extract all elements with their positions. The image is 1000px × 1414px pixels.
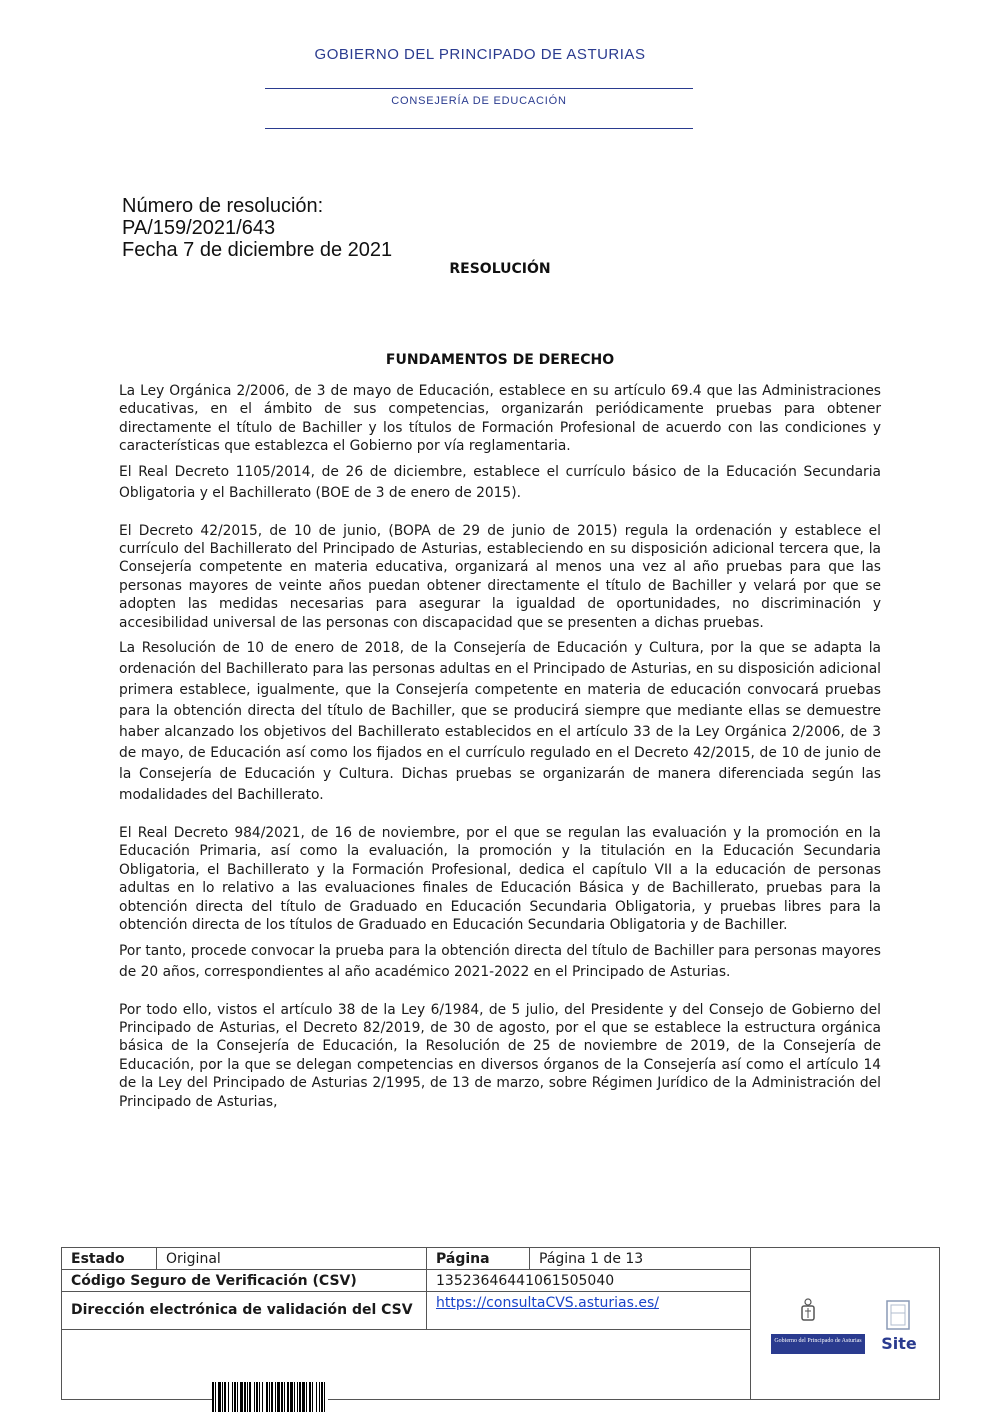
url-value-cell	[427, 1292, 751, 1330]
paragraph-6: Por tanto, procede convocar la prueba para la obtención directa del título de Bachiller para personas mayores de 20 años, correspondientes al año académico 2021-2022 en el Principado de Asturias.	[119, 942, 881, 980]
barcode	[212, 1382, 397, 1412]
site-logo-text: Site	[881, 1334, 917, 1353]
paragraph-5: El Real Decreto 984/2021, de 16 de noviembre, por el que se regulan las evaluación y la promoción en la Educación Primaria, así como la evaluación, la promoción y la titulación en la Educación Secundaria Obligatoria, el Bachillerato y la Formación Profesional, dedica el capítulo VII a la educación de personas adultas en lo relativo a las evaluaciones finales de Educación Básica y de Bachillerato, pruebas para la obtención directa del título de Graduado en Educación Secundaria Obligatoria, y pruebas libres para la obtención directa de los títulos de Graduado en Educación Secundaria Obligatoria y de Bachiller.	[119, 825, 881, 934]
barcode-bar	[325, 1382, 328, 1412]
header-department: CONSEJERÍA DE EDUCACIÓN	[391, 95, 567, 107]
validation-link[interactable]: https://consultaCVS.asturias.es/	[436, 1295, 659, 1311]
paragraph-1: La Ley Orgánica 2/2006, de 3 de mayo de Educación, establece en su artículo 69.4 que las Administraciones educativas, en el ámbito de sus competencias, organizarán periódicamente pruebas para obtener directamente el título de Bachiller y los títulos de Formación Profesional de acuerdo con las condiciones y características que establezca el Gobierno por vía reglamentaria.	[119, 383, 881, 455]
gov-logo-text: Gobierno del Principado de Asturias	[774, 1338, 862, 1344]
header-rule-top	[265, 88, 693, 89]
csv-label: Código Seguro de Verificación (CSV)	[62, 1270, 427, 1292]
pagina-label: Página	[427, 1248, 530, 1270]
pagina-value: Página 1 de 13	[530, 1248, 751, 1270]
resolution-number-label: Número de resolución:	[122, 195, 324, 217]
header-rule-bottom	[265, 128, 693, 129]
gov-logo-icon	[771, 1334, 865, 1354]
estado-value: Original	[157, 1248, 427, 1270]
paragraph-4: La Resolución de 10 de enero de 2018, de la Consejería de Educación y Cultura, por la que se adapta la ordenación del Bachillerato para las personas adultas en el Principado de Asturias, en su disposición adicional primera establece, igualmente, que la Consejería competente en materia de educación convocará pruebas para la obtención directa del título de Bachiller, que se producirá siempre que mediante ellas se demuestre haber alcanzado los objetivos del Bachillerato establecidos en el artículo 33 de la Ley Orgánica 2/2006, de 3 de mayo, de Educación así como los fijados en el currículo regulado en el Decreto 42/2015, de 10 de junio de la Consejería de Educación y Cultura. Dichas pruebas se organizarán de manera diferenciada según las modalidades del Bachillerato.	[119, 640, 881, 804]
url-label: Dirección electrónica de validación del CSV	[62, 1292, 427, 1330]
csv-value: 13523646441061505040	[427, 1270, 751, 1292]
csv-verification-table	[61, 1247, 940, 1400]
resolution-title: RESOLUCIÓN	[449, 261, 551, 277]
section-title: FUNDAMENTOS DE DERECHO	[385, 352, 615, 368]
paragraph-2: El Real Decreto 1105/2014, de 26 de diciembre, establece el currículo básico de la Educación Secundaria Obligatoria y el Bachillerato (BOE de 3 de enero de 2015).	[119, 463, 881, 501]
site-logo-icon	[887, 1301, 909, 1329]
header-organization: GOBIERNO DEL PRINCIPADO DE ASTURIAS	[314, 46, 646, 63]
logos-cell	[751, 1248, 939, 1399]
paragraph-3: El Decreto 42/2015, de 10 de junio, (BOPA de 29 de junio de 2015) regula la ordenación y establece el currículo del Bachillerato del Principado de Asturias, estableciendo en su disposición adicional tercera que, la Consejería competente en materia educativa, organizará al menos una vez al año pruebas para que las personas mayores de veinte años puedan obtener directamente el título de Bachiller y velará por que se adopten las medidas necesarias para asegurar la igualdad de oportunidades, no discriminación y accesibilidad universal de las personas con discapacidad que se presenten a dichas pruebas.	[119, 522, 881, 631]
barcode-cell	[62, 1330, 751, 1399]
logos-graphic	[751, 1248, 939, 1399]
resolution-date: Fecha 7 de diciembre de 2021	[122, 239, 393, 261]
crest-icon	[802, 1299, 814, 1320]
document-body	[119, 382, 881, 1117]
resolution-number: PA/159/2021/643	[122, 217, 276, 239]
paragraph-7: Por todo ello, vistos el artículo 38 de la Ley 6/1984, de 5 julio, del Presidente y del Consejo de Gobierno del Principado de Asturias, el Decreto 82/2019, de 30 de agosto, por el que se establece la estructura orgánica básica de la Consejería de Educación, la Resolución de 25 de noviembre de 2019, de la Consejería de Educación, por la que se delegan competencias en diversos órganos de la Consejería así como el artículo 14 de la Ley del Principado de Asturias 2/1995, de 13 de marzo, sobre Régimen Jurídico de la Administración del Principado de Asturias,	[119, 1001, 881, 1110]
estado-label: Estado	[62, 1248, 157, 1270]
resolution-block	[122, 195, 392, 261]
